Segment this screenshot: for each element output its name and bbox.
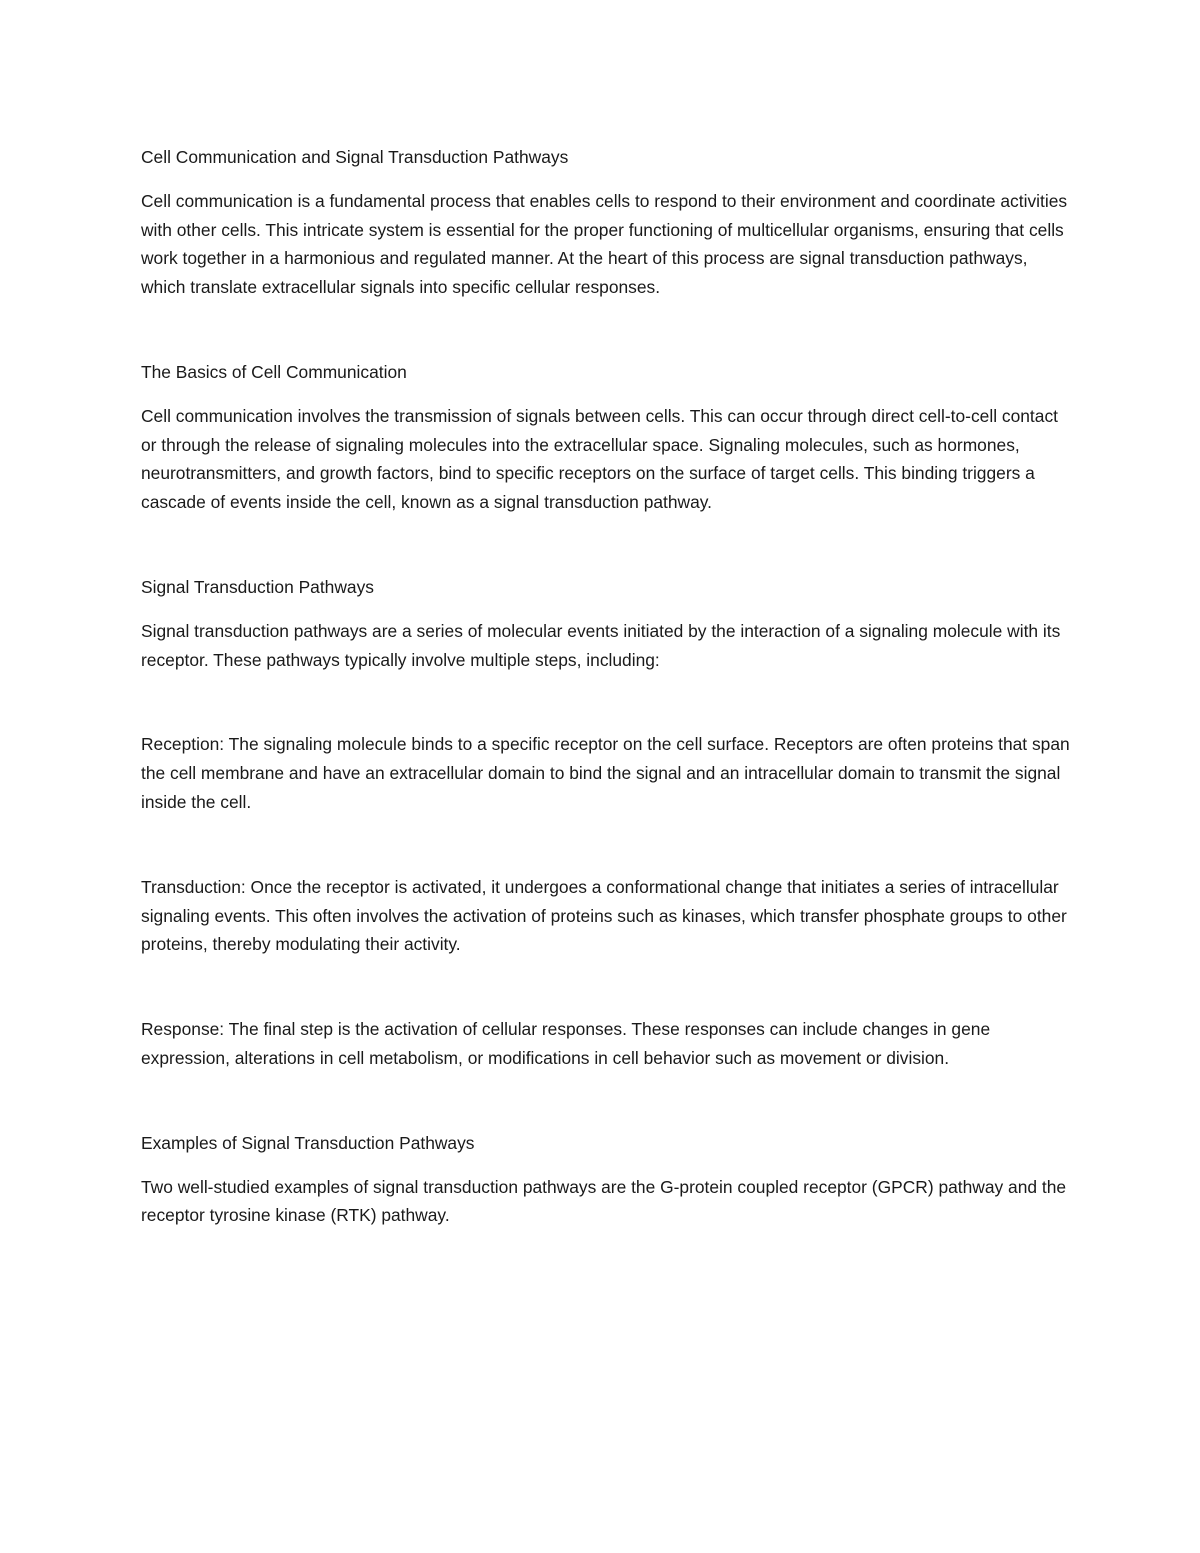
spacer xyxy=(141,959,1071,1015)
step-response: Response: The final step is the activation of cellular responses. These responses can include changes in gene expression, alterations in cell metabolism, or modifications in cell behavior such as movement or division. xyxy=(141,1019,991,1068)
spacer xyxy=(141,517,1071,573)
document-title: Cell Communication and Signal Transduction Pathways xyxy=(141,147,569,167)
step-transduction: Transduction: Once the receptor is activated, it undergoes a conformational change that initiates a series of intracellular signaling events. This often involves the activation of proteins such as kinases, which transfer phosphate groups to other proteins, thereby modulating their activity. xyxy=(141,876,1067,955)
document-body xyxy=(141,143,1071,1230)
step-reception: Reception: The signaling molecule binds to a specific receptor on the cell surface. Receptors are often proteins that span the cell membrane and have an extracellular domain to bind the signal and an intracellular domain to transmit the signal inside the cell. xyxy=(141,734,1070,812)
basics-paragraph: Cell communication involves the transmission of signals between cells. This can occur through direct cell-to-cell contact or through the release of signaling molecules into the extracellular space. Signaling molecules, such as hormones, neurotransmitters, and growth factors, bind to specific receptors on the surface of target cells. This binding triggers a cascade of events inside the cell, known as a signal transduction pathway. xyxy=(141,405,1058,513)
section-heading-examples: Examples of Signal Transduction Pathways xyxy=(141,1132,475,1153)
examples-paragraph: Two well-studied examples of signal transduction pathways are the G-protein coupled receptor (GPCR) pathway and the receptor tyrosine kinase (RTK) pathway. xyxy=(141,1176,1067,1226)
intro-paragraph: Cell communication is a fundamental process that enables cells to respond to their environment and coordinate activities with other cells. This intricate system is essential for the proper functioning of multicellular organisms, ensuring that cells work together in a harmonious and regulated manner. At the heart of this process are signal transduction pathways, which translate extracellular signals into specific cellular responses. xyxy=(141,190,1068,298)
pathways-paragraph: Signal transduction pathways are a series of molecular events initiated by the interaction of a signaling molecule with its receptor. These pathways typically involve multiple steps, including: xyxy=(141,620,1061,670)
section-heading-pathways: Signal Transduction Pathways xyxy=(141,576,374,597)
section-heading-basics: The Basics of Cell Communication xyxy=(141,361,407,382)
spacer xyxy=(141,302,1071,358)
spacer xyxy=(141,674,1071,730)
spacer xyxy=(141,1073,1071,1129)
spacer xyxy=(141,817,1071,873)
